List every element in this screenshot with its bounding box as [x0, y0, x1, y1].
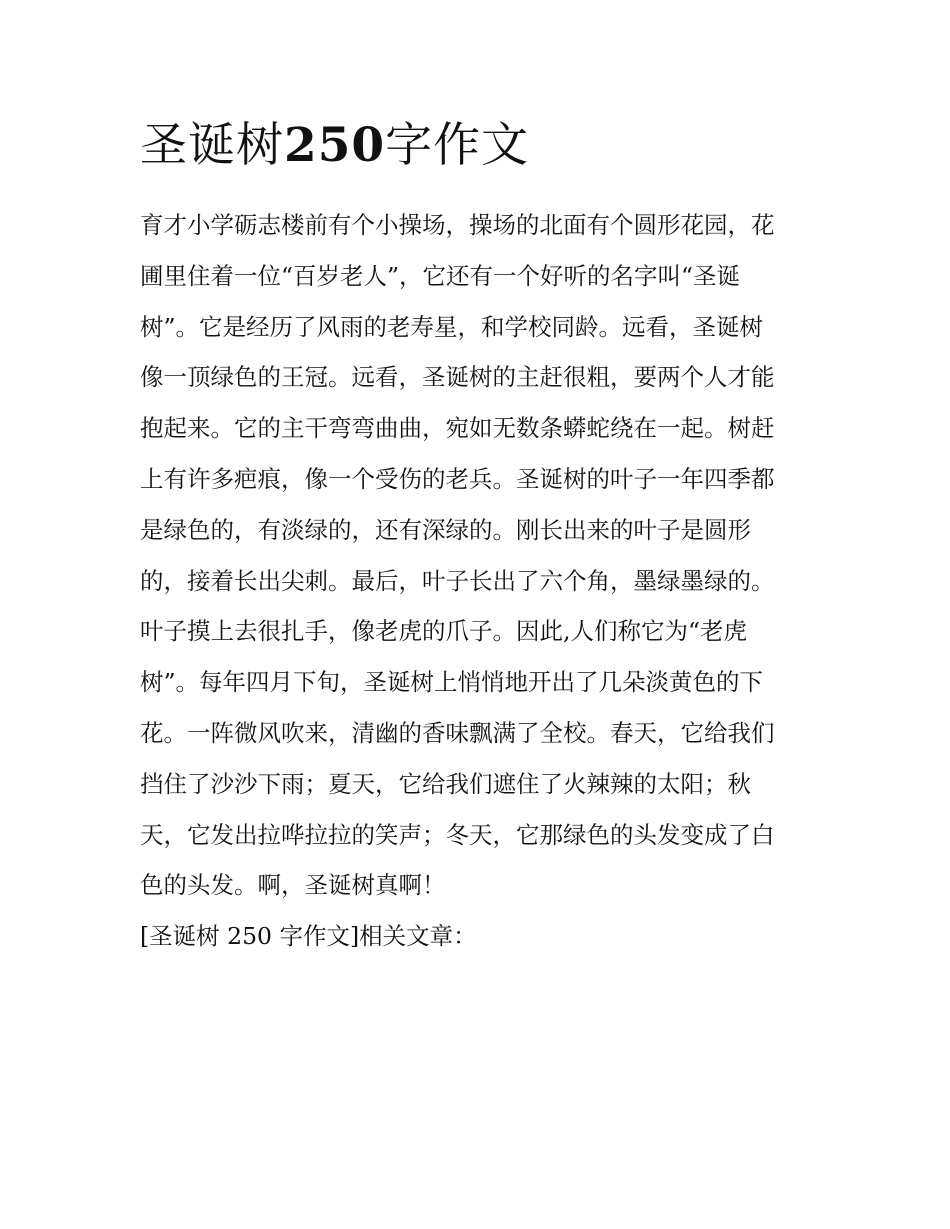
title-prefix: 圣诞树 [140, 118, 284, 173]
body-line: 色的头发。啊，圣诞树真啊！ [140, 871, 446, 900]
body-line: 是绿色的，有淡绿的，还有深绿的。刚长出来的叶子是圆形 [140, 515, 751, 544]
body-line: 像一顶绿色的王冠。远看，圣诞树的主赶很粗，要两个人才能 [140, 363, 775, 392]
related-articles-link[interactable]: [圣诞树 250 字作文]相关文章： [140, 922, 477, 951]
body-line: 花。一阵微风吹来，清幽的香味飘满了全校。春天，它给我们 [140, 718, 775, 747]
body-line: 天，它发出拉哗拉拉的笑声；冬天，它那绿色的头发变成了白 [140, 820, 775, 849]
title-suffix: 字作文 [385, 118, 530, 173]
body-line: 树”。它是经历了风雨的老寿星，和学校同龄。远看，圣诞树 [140, 312, 764, 341]
body-line: 树”。每年四月下旬，圣诞树上悄悄地开出了几朵淡黄色的下 [140, 668, 764, 697]
body-line: 的，接着长出尖刺。最后，叶子长出了六个角，墨绿墨绿的。 [140, 566, 775, 595]
body-line: 育才小学砺志楼前有个小操场，操场的北面有个圆形花园，花 [140, 211, 775, 239]
page-title [140, 110, 812, 182]
body-line: 挡住了沙沙下雨；夏天，它给我们遮住了火辣辣的太阳；秋 [140, 769, 751, 798]
body-line: 抱起来。它的主干弯弯曲曲，宛如无数条蟒蛇绕在一起。树赶 [140, 414, 775, 443]
body-line: 叶子摸上去很扎手，像老虎的爪子。因此,人们称它为“老虎 [140, 617, 747, 646]
essay-body [140, 200, 812, 962]
title-number: 250 [284, 118, 386, 173]
body-line: 上有许多疤痕，像一个受伤的老兵。圣诞树的叶子一年四季都 [140, 464, 775, 493]
body-line: 圃里住着一位“百岁老人”，它还有一个好听的名字叫“圣诞 [140, 261, 741, 290]
document-page [140, 110, 812, 962]
